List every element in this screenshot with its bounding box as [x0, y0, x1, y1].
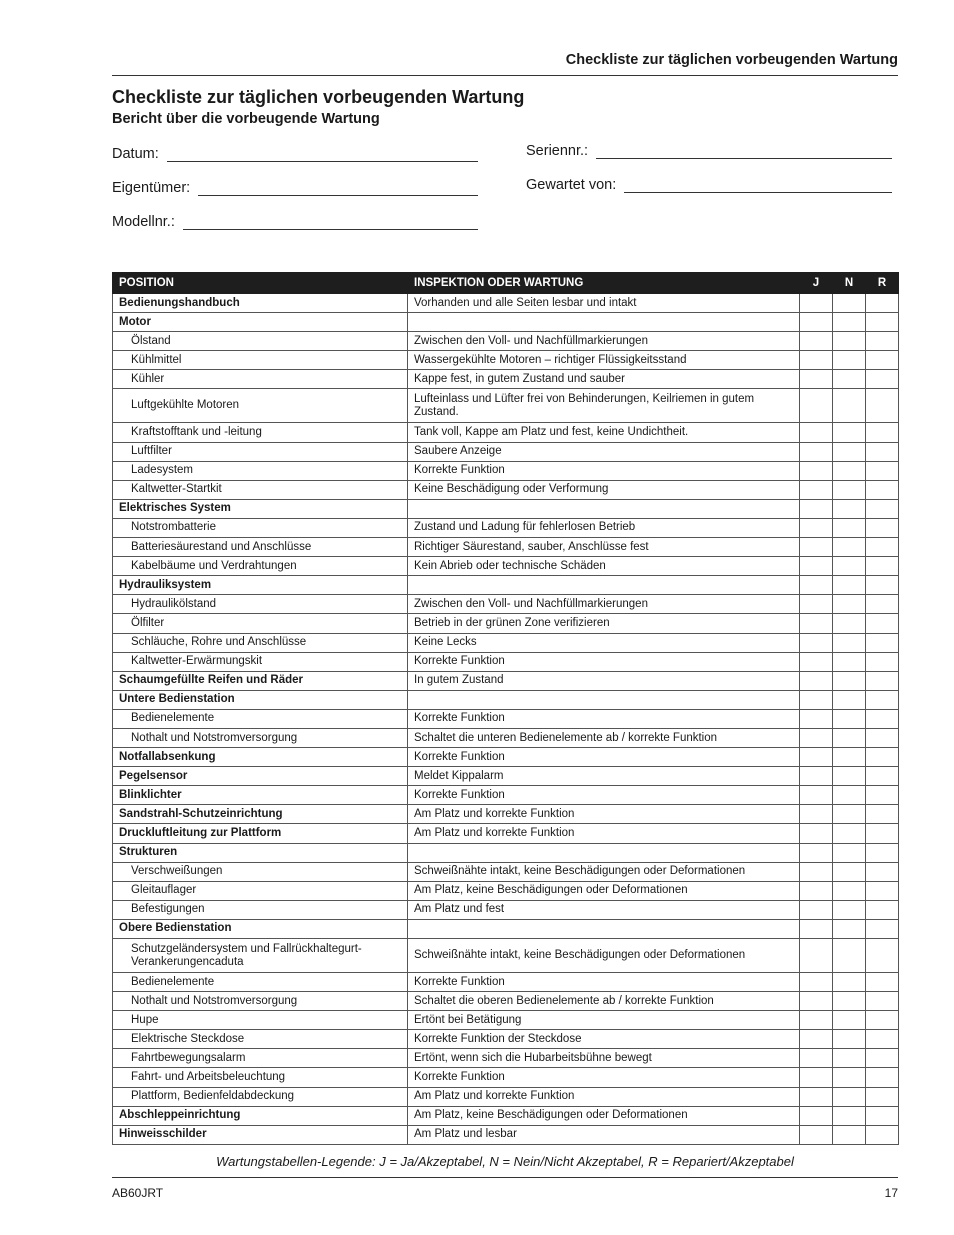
- position-cell: Obere Bedienstation: [113, 919, 408, 938]
- legend: Wartungstabellen-Legende: J = Ja/Akzeptabel, N = Nein/Nicht Akzeptabel, R = Repariert/Akzeptabel: [216, 1154, 794, 1169]
- checkbox-n[interactable]: [833, 709, 866, 728]
- table-row: [113, 595, 899, 614]
- checkbox-n[interactable]: [833, 1030, 866, 1049]
- checkbox-n[interactable]: [833, 1068, 866, 1087]
- checkbox-j[interactable]: [800, 728, 833, 747]
- checkbox-j[interactable]: [800, 1125, 833, 1144]
- checkbox-r[interactable]: [866, 992, 899, 1011]
- inspection-cell: Korrekte Funktion: [408, 973, 800, 992]
- inspection-cell: [408, 499, 800, 518]
- inspection-cell: Korrekte Funktion: [408, 1068, 800, 1087]
- inspection-cell: [408, 313, 800, 332]
- checkbox-n[interactable]: [833, 824, 866, 843]
- table-row: [113, 900, 899, 919]
- position-cell: Befestigungen: [113, 900, 408, 919]
- inspection-cell: Am Platz, keine Beschädigungen oder Deformationen: [408, 1106, 800, 1125]
- checkbox-j[interactable]: [800, 843, 833, 862]
- checkbox-n[interactable]: [833, 690, 866, 709]
- table-row: [113, 633, 899, 652]
- checkbox-n[interactable]: [833, 728, 866, 747]
- checkbox-j[interactable]: [800, 1011, 833, 1030]
- position-cell: Bedienelemente: [113, 973, 408, 992]
- inspection-cell: Tank voll, Kappe am Platz und fest, keine Undichtheit.: [408, 423, 800, 442]
- inspection-cell: Ertönt bei Betätigung: [408, 1011, 800, 1030]
- checkbox-j[interactable]: [800, 805, 833, 824]
- table-row: [113, 557, 899, 576]
- checkbox-r[interactable]: [866, 518, 899, 537]
- table-row: [113, 351, 899, 370]
- serviced-by-field[interactable]: [526, 177, 892, 193]
- checkbox-r[interactable]: [866, 351, 899, 370]
- checkbox-r[interactable]: [866, 614, 899, 633]
- model-line[interactable]: [183, 215, 478, 230]
- inspection-cell: Am Platz, keine Beschädigungen oder Deformationen: [408, 881, 800, 900]
- inspection-cell: Schaltet die unteren Bedienelemente ab / korrekte Funktion: [408, 728, 800, 747]
- checkbox-r[interactable]: [866, 1030, 899, 1049]
- table-row: [113, 313, 899, 332]
- checkbox-r[interactable]: [866, 389, 899, 423]
- checkbox-r[interactable]: [866, 480, 899, 499]
- checkbox-r[interactable]: [866, 1125, 899, 1144]
- checkbox-r[interactable]: [866, 767, 899, 786]
- checkbox-r[interactable]: [866, 499, 899, 518]
- checkbox-j[interactable]: [800, 671, 833, 690]
- serviced-by-label: Gewartet von:: [526, 177, 617, 193]
- checkbox-r[interactable]: [866, 423, 899, 442]
- inspection-cell: Zustand und Ladung für fehlerlosen Betrieb: [408, 518, 800, 537]
- page-subtitle: Bericht über die vorbeugende Wartung: [112, 111, 380, 127]
- checkbox-j[interactable]: [800, 709, 833, 728]
- inspection-cell: [408, 690, 800, 709]
- position-cell: Kabelbäume und Verdrahtungen: [113, 557, 408, 576]
- checkbox-r[interactable]: [866, 748, 899, 767]
- position-cell: Batteriesäurestand und Anschlüsse: [113, 538, 408, 557]
- table-row: [113, 919, 899, 938]
- position-cell: Kaltwetter-Startkit: [113, 480, 408, 499]
- checkbox-j[interactable]: [800, 351, 833, 370]
- table-row: [113, 992, 899, 1011]
- position-cell: Kühler: [113, 370, 408, 389]
- position-cell: Motor: [113, 313, 408, 332]
- checkbox-n[interactable]: [833, 595, 866, 614]
- checkbox-j[interactable]: [800, 1087, 833, 1106]
- footer-model: AB60JRT: [112, 1186, 164, 1200]
- checkbox-n[interactable]: [833, 881, 866, 900]
- table-row: [113, 728, 899, 747]
- inspection-cell: Schweißnähte intakt, keine Beschädigungen oder Deformationen: [408, 862, 800, 881]
- header-rule: [112, 75, 898, 76]
- checkbox-j[interactable]: [800, 973, 833, 992]
- table-row: [113, 499, 899, 518]
- table-row: [113, 1125, 899, 1144]
- checkbox-r[interactable]: [866, 576, 899, 595]
- date-field[interactable]: [112, 146, 478, 162]
- position-cell: Abschleppeinrichtung: [113, 1106, 408, 1125]
- checkbox-n[interactable]: [833, 614, 866, 633]
- position-cell: Hinweisschilder: [113, 1125, 408, 1144]
- date-label: Datum:: [112, 146, 159, 162]
- inspection-cell: Am Platz und korrekte Funktion: [408, 824, 800, 843]
- position-cell: Hydrauliksystem: [113, 576, 408, 595]
- table-row: [113, 671, 899, 690]
- table-row: [113, 843, 899, 862]
- checkbox-r[interactable]: [866, 690, 899, 709]
- checkbox-j[interactable]: [800, 1106, 833, 1125]
- checkbox-j[interactable]: [800, 939, 833, 973]
- checkbox-n[interactable]: [833, 862, 866, 881]
- table-row: [113, 1106, 899, 1125]
- checkbox-j[interactable]: [800, 423, 833, 442]
- checkbox-n[interactable]: [833, 370, 866, 389]
- maintenance-checklist-table: [112, 272, 899, 1145]
- checkbox-n[interactable]: [833, 538, 866, 557]
- checkbox-j[interactable]: [800, 538, 833, 557]
- inspection-cell: Kein Abrieb oder technische Schäden: [408, 557, 800, 576]
- table-row: [113, 786, 899, 805]
- position-cell: Plattform, Bedienfeldabdeckung: [113, 1087, 408, 1106]
- inspection-cell: Schweißnähte intakt, keine Beschädigungen oder Deformationen: [408, 939, 800, 973]
- checkbox-n[interactable]: [833, 576, 866, 595]
- checkbox-n[interactable]: [833, 973, 866, 992]
- checkbox-r[interactable]: [866, 843, 899, 862]
- table-row: [113, 370, 899, 389]
- inspection-cell: Saubere Anzeige: [408, 442, 800, 461]
- checkbox-j[interactable]: [800, 992, 833, 1011]
- inspection-cell: Kappe fest, in gutem Zustand und sauber: [408, 370, 800, 389]
- table-header-row: [113, 273, 899, 294]
- checkbox-r[interactable]: [866, 900, 899, 919]
- table-row: [113, 1011, 899, 1030]
- checkbox-n[interactable]: [833, 652, 866, 671]
- owner-label: Eigentümer:: [112, 180, 191, 196]
- checkbox-r[interactable]: [866, 881, 899, 900]
- serial-label: Seriennr.:: [526, 143, 589, 159]
- checkbox-n[interactable]: [833, 1049, 866, 1068]
- position-cell: Fahrtbewegungsalarm: [113, 1049, 408, 1068]
- inspection-cell: Meldet Kippalarm: [408, 767, 800, 786]
- table-row: [113, 389, 899, 423]
- checkbox-j[interactable]: [800, 1068, 833, 1087]
- checkbox-j[interactable]: [800, 461, 833, 480]
- inspection-cell: Zwischen den Voll- und Nachfüllmarkierungen: [408, 595, 800, 614]
- checkbox-r[interactable]: [866, 1106, 899, 1125]
- owner-field[interactable]: [112, 180, 478, 196]
- position-cell: Druckluftleitung zur Plattform: [113, 824, 408, 843]
- position-cell: Bedienelemente: [113, 709, 408, 728]
- checkbox-r[interactable]: [866, 557, 899, 576]
- table-row: [113, 862, 899, 881]
- inspection-cell: Am Platz und fest: [408, 900, 800, 919]
- checkbox-r[interactable]: [866, 973, 899, 992]
- table-row: [113, 461, 899, 480]
- position-cell: Nothalt und Notstromversorgung: [113, 728, 408, 747]
- checkbox-n[interactable]: [833, 389, 866, 423]
- checkbox-n[interactable]: [833, 518, 866, 537]
- position-cell: Nothalt und Notstromversorgung: [113, 992, 408, 1011]
- checkbox-j[interactable]: [800, 614, 833, 633]
- checkbox-j[interactable]: [800, 332, 833, 351]
- position-cell: Schutzgeländersystem und Fallrückhaltegurt-Verankerungencaduta: [113, 939, 408, 973]
- table-row: [113, 690, 899, 709]
- position-cell: Bedienungshandbuch: [113, 294, 408, 313]
- checkbox-n[interactable]: [833, 442, 866, 461]
- inspection-cell: Am Platz und korrekte Funktion: [408, 805, 800, 824]
- checkbox-n[interactable]: [833, 461, 866, 480]
- inspection-cell: Vorhanden und alle Seiten lesbar und intakt: [408, 294, 800, 313]
- checkbox-r[interactable]: [866, 332, 899, 351]
- inspection-cell: [408, 843, 800, 862]
- position-cell: Kühlmittel: [113, 351, 408, 370]
- position-cell: Untere Bedienstation: [113, 690, 408, 709]
- position-cell: Hupe: [113, 1011, 408, 1030]
- checkbox-j[interactable]: [800, 442, 833, 461]
- table-row: [113, 973, 899, 992]
- position-cell: Strukturen: [113, 843, 408, 862]
- checkbox-r[interactable]: [866, 595, 899, 614]
- checkbox-j[interactable]: [800, 576, 833, 595]
- checkbox-j[interactable]: [800, 313, 833, 332]
- serviced-by-line[interactable]: [624, 178, 892, 193]
- checkbox-r[interactable]: [866, 633, 899, 652]
- running-header: Checkliste zur täglichen vorbeugenden Wartung: [565, 52, 898, 68]
- position-cell: Sandstrahl-Schutzeinrichtung: [113, 805, 408, 824]
- checkbox-r[interactable]: [866, 652, 899, 671]
- position-cell: Ölfilter: [113, 614, 408, 633]
- checkbox-j[interactable]: [800, 824, 833, 843]
- checkbox-j[interactable]: [800, 862, 833, 881]
- inspection-cell: Richtiger Säurestand, sauber, Anschlüsse fest: [408, 538, 800, 557]
- checkbox-j[interactable]: [800, 370, 833, 389]
- table-row: [113, 538, 899, 557]
- position-cell: Notfallabsenkung: [113, 748, 408, 767]
- checkbox-n[interactable]: [833, 748, 866, 767]
- checkbox-j[interactable]: [800, 919, 833, 938]
- model-field[interactable]: [112, 214, 478, 230]
- checkbox-r[interactable]: [866, 1049, 899, 1068]
- checkbox-j[interactable]: [800, 767, 833, 786]
- checkbox-n[interactable]: [833, 805, 866, 824]
- position-cell: Fahrt- und Arbeitsbeleuchtung: [113, 1068, 408, 1087]
- checkbox-j[interactable]: [800, 900, 833, 919]
- checkbox-j[interactable]: [800, 595, 833, 614]
- position-cell: Pegelsensor: [113, 767, 408, 786]
- checkbox-r[interactable]: [866, 370, 899, 389]
- table-row: [113, 518, 899, 537]
- model-label: Modellnr.:: [112, 214, 175, 230]
- inspection-cell: Lufteinlass und Lüfter frei von Behinderungen, Keilriemen in gutem Zustand.: [408, 389, 800, 423]
- checkbox-j[interactable]: [800, 652, 833, 671]
- position-cell: Schläuche, Rohre und Anschlüsse: [113, 633, 408, 652]
- checkbox-r[interactable]: [866, 313, 899, 332]
- checkbox-n[interactable]: [833, 557, 866, 576]
- table-row: [113, 1068, 899, 1087]
- table-row: [113, 881, 899, 900]
- checkbox-r[interactable]: [866, 461, 899, 480]
- checkbox-n[interactable]: [833, 939, 866, 973]
- position-cell: Notstrombatterie: [113, 518, 408, 537]
- checkbox-n[interactable]: [833, 499, 866, 518]
- checkbox-n[interactable]: [833, 919, 866, 938]
- inspection-cell: Am Platz und lesbar: [408, 1125, 800, 1144]
- checkbox-n[interactable]: [833, 671, 866, 690]
- inspection-cell: Korrekte Funktion: [408, 709, 800, 728]
- column-header-n: N: [833, 273, 866, 294]
- table-row: [113, 805, 899, 824]
- position-cell: Luftgekühlte Motoren: [113, 389, 408, 423]
- checkbox-n[interactable]: [833, 332, 866, 351]
- owner-line[interactable]: [198, 181, 478, 196]
- inspection-cell: Korrekte Funktion der Steckdose: [408, 1030, 800, 1049]
- inspection-cell: [408, 919, 800, 938]
- inspection-cell: [408, 576, 800, 595]
- checkbox-r[interactable]: [866, 805, 899, 824]
- checkbox-j[interactable]: [800, 690, 833, 709]
- checkbox-r[interactable]: [866, 538, 899, 557]
- table-row: [113, 480, 899, 499]
- checkbox-r[interactable]: [866, 1087, 899, 1106]
- inspection-cell: Keine Beschädigung oder Verformung: [408, 480, 800, 499]
- table-row: [113, 294, 899, 313]
- position-cell: Kaltwetter-Erwärmungskit: [113, 652, 408, 671]
- checkbox-j[interactable]: [800, 518, 833, 537]
- checkbox-j[interactable]: [800, 499, 833, 518]
- checkbox-r[interactable]: [866, 862, 899, 881]
- column-header-position: POSITION: [113, 273, 408, 294]
- inspection-cell: Betrieb in der grünen Zone verifizieren: [408, 614, 800, 633]
- checkbox-r[interactable]: [866, 919, 899, 938]
- inspection-cell: In gutem Zustand: [408, 671, 800, 690]
- checkbox-r[interactable]: [866, 786, 899, 805]
- footer-rule: [112, 1177, 898, 1178]
- table-row: [113, 767, 899, 786]
- table-row: [113, 1087, 899, 1106]
- inspection-cell: Schaltet die oberen Bedienelemente ab / korrekte Funktion: [408, 992, 800, 1011]
- checkbox-n[interactable]: [833, 992, 866, 1011]
- checkbox-r[interactable]: [866, 939, 899, 973]
- column-header-j: J: [800, 273, 833, 294]
- position-cell: Elektrische Steckdose: [113, 1030, 408, 1049]
- table-row: [113, 709, 899, 728]
- checkbox-n[interactable]: [833, 313, 866, 332]
- checkbox-j[interactable]: [800, 633, 833, 652]
- table-row: [113, 614, 899, 633]
- checkbox-r[interactable]: [866, 671, 899, 690]
- table-row: [113, 442, 899, 461]
- checkbox-j[interactable]: [800, 294, 833, 313]
- table-row: [113, 939, 899, 973]
- table-row: [113, 423, 899, 442]
- inspection-cell: Keine Lecks: [408, 633, 800, 652]
- column-header-inspection: INSPEKTION ODER WARTUNG: [408, 273, 800, 294]
- checkbox-n[interactable]: [833, 1011, 866, 1030]
- position-cell: Hydraulikölstand: [113, 595, 408, 614]
- date-line[interactable]: [167, 147, 478, 162]
- checkbox-n[interactable]: [833, 351, 866, 370]
- table-row: [113, 652, 899, 671]
- checkbox-j[interactable]: [800, 748, 833, 767]
- position-cell: Schaumgefüllte Reifen und Räder: [113, 671, 408, 690]
- checkbox-j[interactable]: [800, 786, 833, 805]
- checkbox-j[interactable]: [800, 1049, 833, 1068]
- checkbox-n[interactable]: [833, 900, 866, 919]
- position-cell: Gleitauflager: [113, 881, 408, 900]
- checkbox-r[interactable]: [866, 442, 899, 461]
- inspection-cell: Zwischen den Voll- und Nachfüllmarkierungen: [408, 332, 800, 351]
- inspection-cell: Korrekte Funktion: [408, 748, 800, 767]
- position-cell: Blinklichter: [113, 786, 408, 805]
- table-row: [113, 1030, 899, 1049]
- inspection-cell: Korrekte Funktion: [408, 786, 800, 805]
- inspection-cell: Korrekte Funktion: [408, 652, 800, 671]
- table-row: [113, 824, 899, 843]
- checkbox-j[interactable]: [800, 557, 833, 576]
- checkbox-n[interactable]: [833, 786, 866, 805]
- checkbox-r[interactable]: [866, 1068, 899, 1087]
- checkbox-j[interactable]: [800, 1030, 833, 1049]
- position-cell: Luftfilter: [113, 442, 408, 461]
- table-row: [113, 576, 899, 595]
- column-header-r: R: [866, 273, 899, 294]
- inspection-cell: Korrekte Funktion: [408, 461, 800, 480]
- page-number: 17: [884, 1186, 898, 1200]
- checkbox-n[interactable]: [833, 633, 866, 652]
- position-cell: Ladesystem: [113, 461, 408, 480]
- inspection-cell: Wassergekühlte Motoren – richtiger Flüssigkeitsstand: [408, 351, 800, 370]
- inspection-cell: Ertönt, wenn sich die Hubarbeitsbühne bewegt: [408, 1049, 800, 1068]
- checkbox-n[interactable]: [833, 1106, 866, 1125]
- position-cell: Verschweißungen: [113, 862, 408, 881]
- checkbox-j[interactable]: [800, 480, 833, 499]
- position-cell: Elektrisches System: [113, 499, 408, 518]
- checkbox-n[interactable]: [833, 767, 866, 786]
- checkbox-n[interactable]: [833, 423, 866, 442]
- checkbox-n[interactable]: [833, 1087, 866, 1106]
- checkbox-r[interactable]: [866, 1011, 899, 1030]
- checkbox-j[interactable]: [800, 389, 833, 423]
- checkbox-n[interactable]: [833, 480, 866, 499]
- checkbox-r[interactable]: [866, 294, 899, 313]
- serial-line[interactable]: [596, 144, 892, 159]
- serial-field[interactable]: [526, 143, 892, 159]
- checkbox-n[interactable]: [833, 1125, 866, 1144]
- checkbox-n[interactable]: [833, 843, 866, 862]
- checkbox-j[interactable]: [800, 881, 833, 900]
- checkbox-n[interactable]: [833, 294, 866, 313]
- table-row: [113, 748, 899, 767]
- table-row: [113, 332, 899, 351]
- inspection-cell: Am Platz und korrekte Funktion: [408, 1087, 800, 1106]
- position-cell: Kraftstofftank und -leitung: [113, 423, 408, 442]
- checkbox-r[interactable]: [866, 824, 899, 843]
- position-cell: Ölstand: [113, 332, 408, 351]
- checkbox-r[interactable]: [866, 709, 899, 728]
- page-title: Checkliste zur täglichen vorbeugenden Wartung: [112, 87, 525, 107]
- checkbox-r[interactable]: [866, 728, 899, 747]
- table-row: [113, 1049, 899, 1068]
